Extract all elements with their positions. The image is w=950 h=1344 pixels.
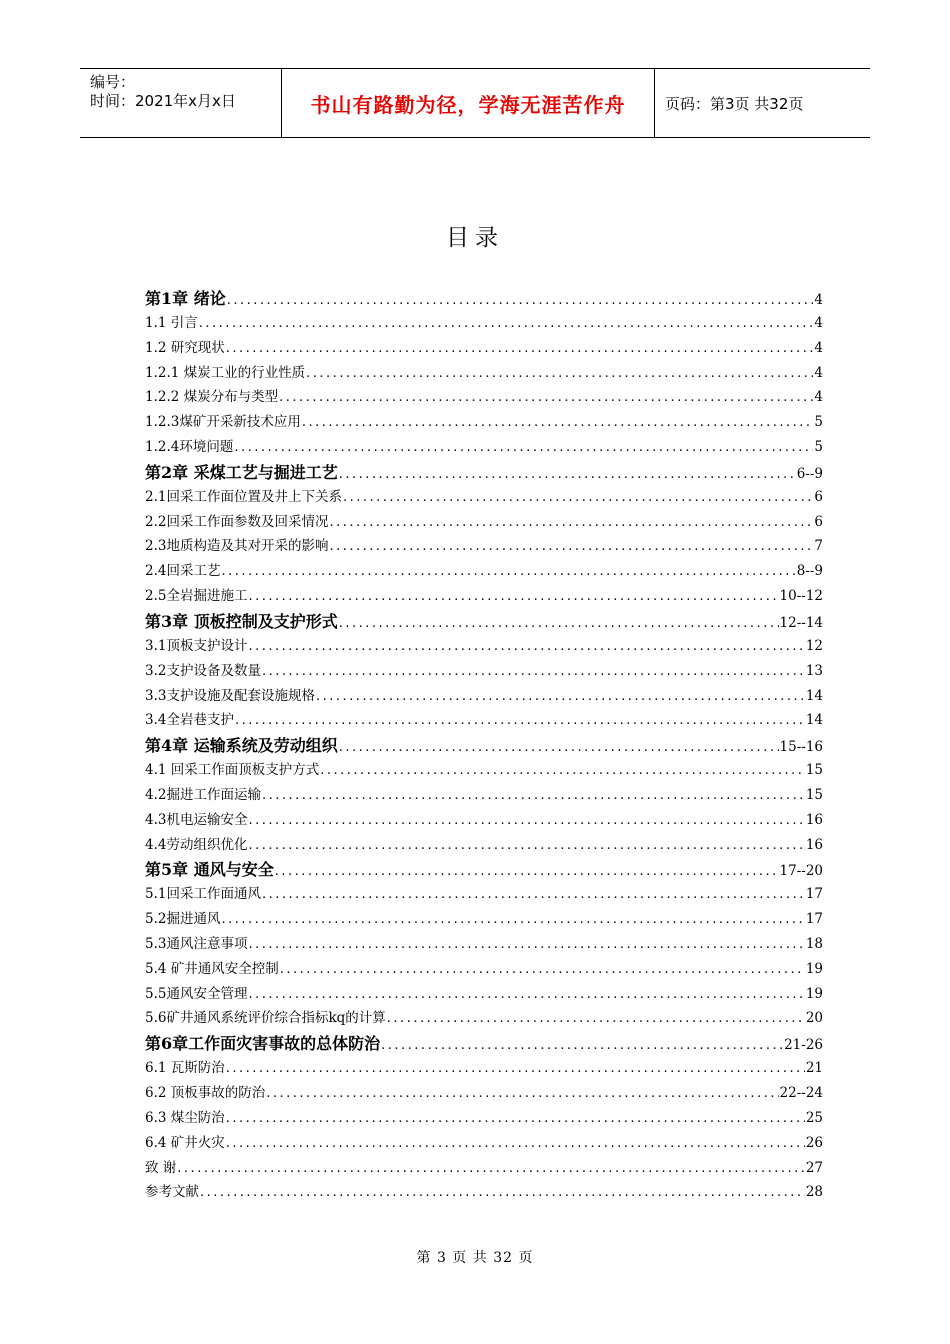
toc-entry[interactable] [145,1156,823,1181]
toc-entry-page: 15 [805,762,823,779]
toc-entry-title: 5.4 矿井通风安全控制 [145,960,279,977]
header-page-info: 页码：第3页 共32页 [665,94,804,113]
toc-entry-page: 19 [805,985,823,1002]
toc-entry-page: 15 [805,786,823,803]
toc-entry-page: 4 [814,389,823,406]
toc-leader-dots [262,664,805,679]
toc-entry-page: 6 [814,513,823,530]
toc-entry-title: 1.2.3煤矿开采新技术应用 [145,414,301,431]
toc-leader-dots [200,1185,805,1200]
toc-entry-title: 5.6矿井通风系统评价综合指标kq的计算 [145,1010,386,1027]
toc-leader-dots [316,689,805,704]
toc-entry[interactable] [145,534,823,559]
toc-entry-title: 2.3地质构造及其对开采的影响 [145,538,329,555]
toc-entry-title: 4.1 回采工作面顶板支护方式 [145,762,320,779]
toc-entry-title: 参考文献 [145,1184,199,1201]
toc-entry-title: 第3章 顶板控制及支护形式 [145,611,338,631]
toc-entry-title: 6.1 瓦斯防治 [145,1060,225,1077]
toc-entry[interactable] [145,1006,823,1031]
toc-entry-page: 8--9 [796,563,823,580]
toc-entry-page: 5 [814,439,823,456]
toc-entry-page: 25 [805,1109,823,1126]
toc-entry-page: 4 [814,292,823,308]
toc-entry[interactable] [145,708,823,733]
toc-chapter-entry[interactable] [145,460,823,485]
toc-entry-page: 10--12 [779,588,823,605]
toc-leader-dots [339,740,779,755]
toc-entry-title: 5.2掘进通风 [145,911,221,928]
toc-entry-page: 6 [814,488,823,505]
toc-entry[interactable] [145,659,823,684]
toc-leader-dots [226,341,814,356]
toc-entry-title: 第1章 绪论 [145,289,226,308]
toc-leader-dots [221,912,804,927]
table-of-contents [145,286,823,1205]
toc-entry-title: 4.3机电运输安全 [145,811,248,828]
toc-entry-title: 1.2.4环境问题 [145,439,234,456]
toc-leader-dots [387,1011,805,1026]
toc-entry-title: 3.2支护设备及数量 [145,662,261,679]
toc-entry-title: 1.2.1 煤炭工业的行业性质 [145,364,306,381]
toc-entry[interactable] [145,1180,823,1205]
toc-entry[interactable] [145,1131,823,1156]
toc-entry[interactable] [145,758,823,783]
toc-leader-dots [234,440,813,455]
toc-entry-title: 2.2回采工作面参数及回采情况 [145,513,329,530]
toc-leader-dots [248,589,778,604]
toc-entry-page: 5 [814,414,823,431]
toc-entry-title: 1.1 引言 [145,314,198,331]
toc-entry[interactable] [145,385,823,410]
toc-leader-dots [266,1086,778,1101]
toc-chapter-entry[interactable] [145,1031,823,1056]
toc-entry-title: 3.3支护设施及配套设施规格 [145,687,315,704]
toc-entry-page: 18 [805,935,823,952]
toc-entry-title: 第2章 采煤工艺与掘进工艺 [145,462,338,482]
toc-leader-dots [279,390,813,405]
toc-entry[interactable] [145,361,823,386]
toc-leader-dots [248,639,804,654]
toc-entry[interactable] [145,957,823,982]
toc-entry-page: 26 [805,1134,823,1151]
toc-entry[interactable] [145,1056,823,1081]
toc-entry-page: 13 [805,662,823,679]
toc-entry[interactable] [145,1081,823,1106]
time-label: 时间：2021年x月x日 [90,92,236,110]
toc-entry-page: 21 [805,1060,823,1077]
toc-leader-dots [280,962,805,977]
toc-leader-dots [339,467,796,482]
toc-leader-dots [329,539,813,554]
toc-entry-title: 6.2 顶板事故的防治 [145,1085,266,1101]
toc-entry-title: 6.3 煤尘防治 [145,1109,225,1126]
toc-entry-page: 12 [805,637,823,654]
toc-leader-dots [226,1061,805,1076]
toc-leader-dots [235,713,805,728]
toc-entry[interactable] [145,783,823,808]
toc-entry[interactable] [145,634,823,659]
toc-entry[interactable] [145,808,823,833]
toc-leader-dots [343,490,813,505]
toc-entry-page: 19 [805,960,823,977]
toc-leader-dots [275,864,779,879]
toc-leader-dots [248,987,804,1002]
toc-entry-title: 3.1顶板支护设计 [145,637,248,654]
toc-entry-page: 17--20 [779,863,823,880]
toc-entry-page: 16 [805,811,823,828]
toc-entry-page: 14 [805,687,823,704]
toc-leader-dots [248,937,804,952]
toc-entry[interactable] [145,684,823,709]
toc-entry-title: 4.2掘进工作面运输 [145,786,261,803]
toc-chapter-entry[interactable] [145,857,823,882]
toc-entry[interactable] [145,982,823,1007]
toc-entry-title: 第5章 通风与安全 [145,860,274,880]
toc-leader-dots [227,293,814,308]
toc-leader-dots [226,1111,805,1126]
toc-entry-title: 5.5通风安全管理 [145,985,248,1002]
page-header [80,68,870,138]
toc-leader-dots [226,1136,805,1151]
toc-entry-title: 1.2.2 煤炭分布与类型 [145,389,279,406]
toc-leader-dots [262,887,805,902]
toc-leader-dots [320,763,805,778]
toc-leader-dots [248,813,804,828]
page-footer: 第 3 页 共 32 页 [416,1250,534,1266]
toc-entry-title: 4.4劳动组织优化 [145,836,248,853]
number-label: 编号： [90,73,136,91]
toc-leader-dots [339,616,779,631]
toc-leader-dots [306,366,813,381]
toc-entry[interactable] [145,1106,823,1131]
toc-entry-title: 6.4 矿井火灾 [145,1134,225,1151]
toc-leader-dots [248,838,804,853]
page-title: 目录 [446,225,504,251]
toc-entry-title: 致 谢 [145,1159,177,1176]
toc-leader-dots [329,515,813,530]
toc-entry[interactable] [145,311,823,336]
header-motto: 书山有路勤为径，学海无涯苦作舟 [281,69,655,137]
toc-entry-page: 27 [805,1159,823,1176]
toc-leader-dots [302,415,814,430]
toc-entry-page: 21-26 [784,1037,823,1054]
toc-entry-title: 第4章 运输系统及劳动组织 [145,736,338,756]
header-meta [80,69,281,137]
toc-entry-title: 2.5全岩掘进施工 [145,588,248,605]
toc-entry[interactable] [145,907,823,932]
toc-leader-dots [221,564,795,579]
toc-entry[interactable] [145,336,823,361]
toc-leader-dots [199,316,814,331]
toc-entry-title: 1.2 研究现状 [145,339,225,356]
toc-entry-page: 7 [814,538,823,555]
toc-entry[interactable] [145,410,823,435]
toc-chapter-entry[interactable] [145,733,823,758]
toc-entry-page: 17 [805,886,823,903]
toc-leader-dots [262,788,805,803]
toc-entry-page: 16 [805,836,823,853]
toc-entry-page: 22--24 [779,1085,823,1101]
toc-leader-dots [177,1161,805,1176]
toc-entry[interactable] [145,932,823,957]
toc-entry-title: 2.4回采工艺 [145,563,221,580]
toc-entry[interactable] [145,882,823,907]
toc-entry[interactable] [145,833,823,858]
toc-entry[interactable] [145,584,823,609]
toc-chapter-entry[interactable] [145,286,823,311]
toc-entry-page: 28 [805,1184,823,1201]
toc-entry-page: 6--9 [796,465,823,482]
toc-entry-title: 3.4全岩巷支护 [145,712,234,729]
toc-entry-page: 17 [805,911,823,928]
toc-entry-page: 14 [805,712,823,729]
toc-entry-title: 5.1回采工作面通风 [145,886,261,903]
toc-entry[interactable] [145,485,823,510]
toc-entry-title: 2.1回采工作面位置及井上下关系 [145,488,342,505]
toc-entry-title: 5.3通风注意事项 [145,935,248,952]
toc-entry-page: 12--14 [779,614,823,631]
toc-entry-page: 4 [814,314,823,331]
toc-entry[interactable] [145,510,823,535]
toc-entry-page: 20 [805,1010,823,1027]
toc-entry[interactable] [145,559,823,584]
toc-entry-page: 4 [814,339,823,356]
toc-leader-dots [381,1038,783,1053]
toc-entry-page: 15--16 [779,739,823,756]
toc-entry-page: 4 [814,364,823,381]
toc-entry-title: 第6章工作面灾害事故的总体防治 [145,1034,381,1054]
toc-entry[interactable] [145,435,823,460]
toc-chapter-entry[interactable] [145,609,823,634]
